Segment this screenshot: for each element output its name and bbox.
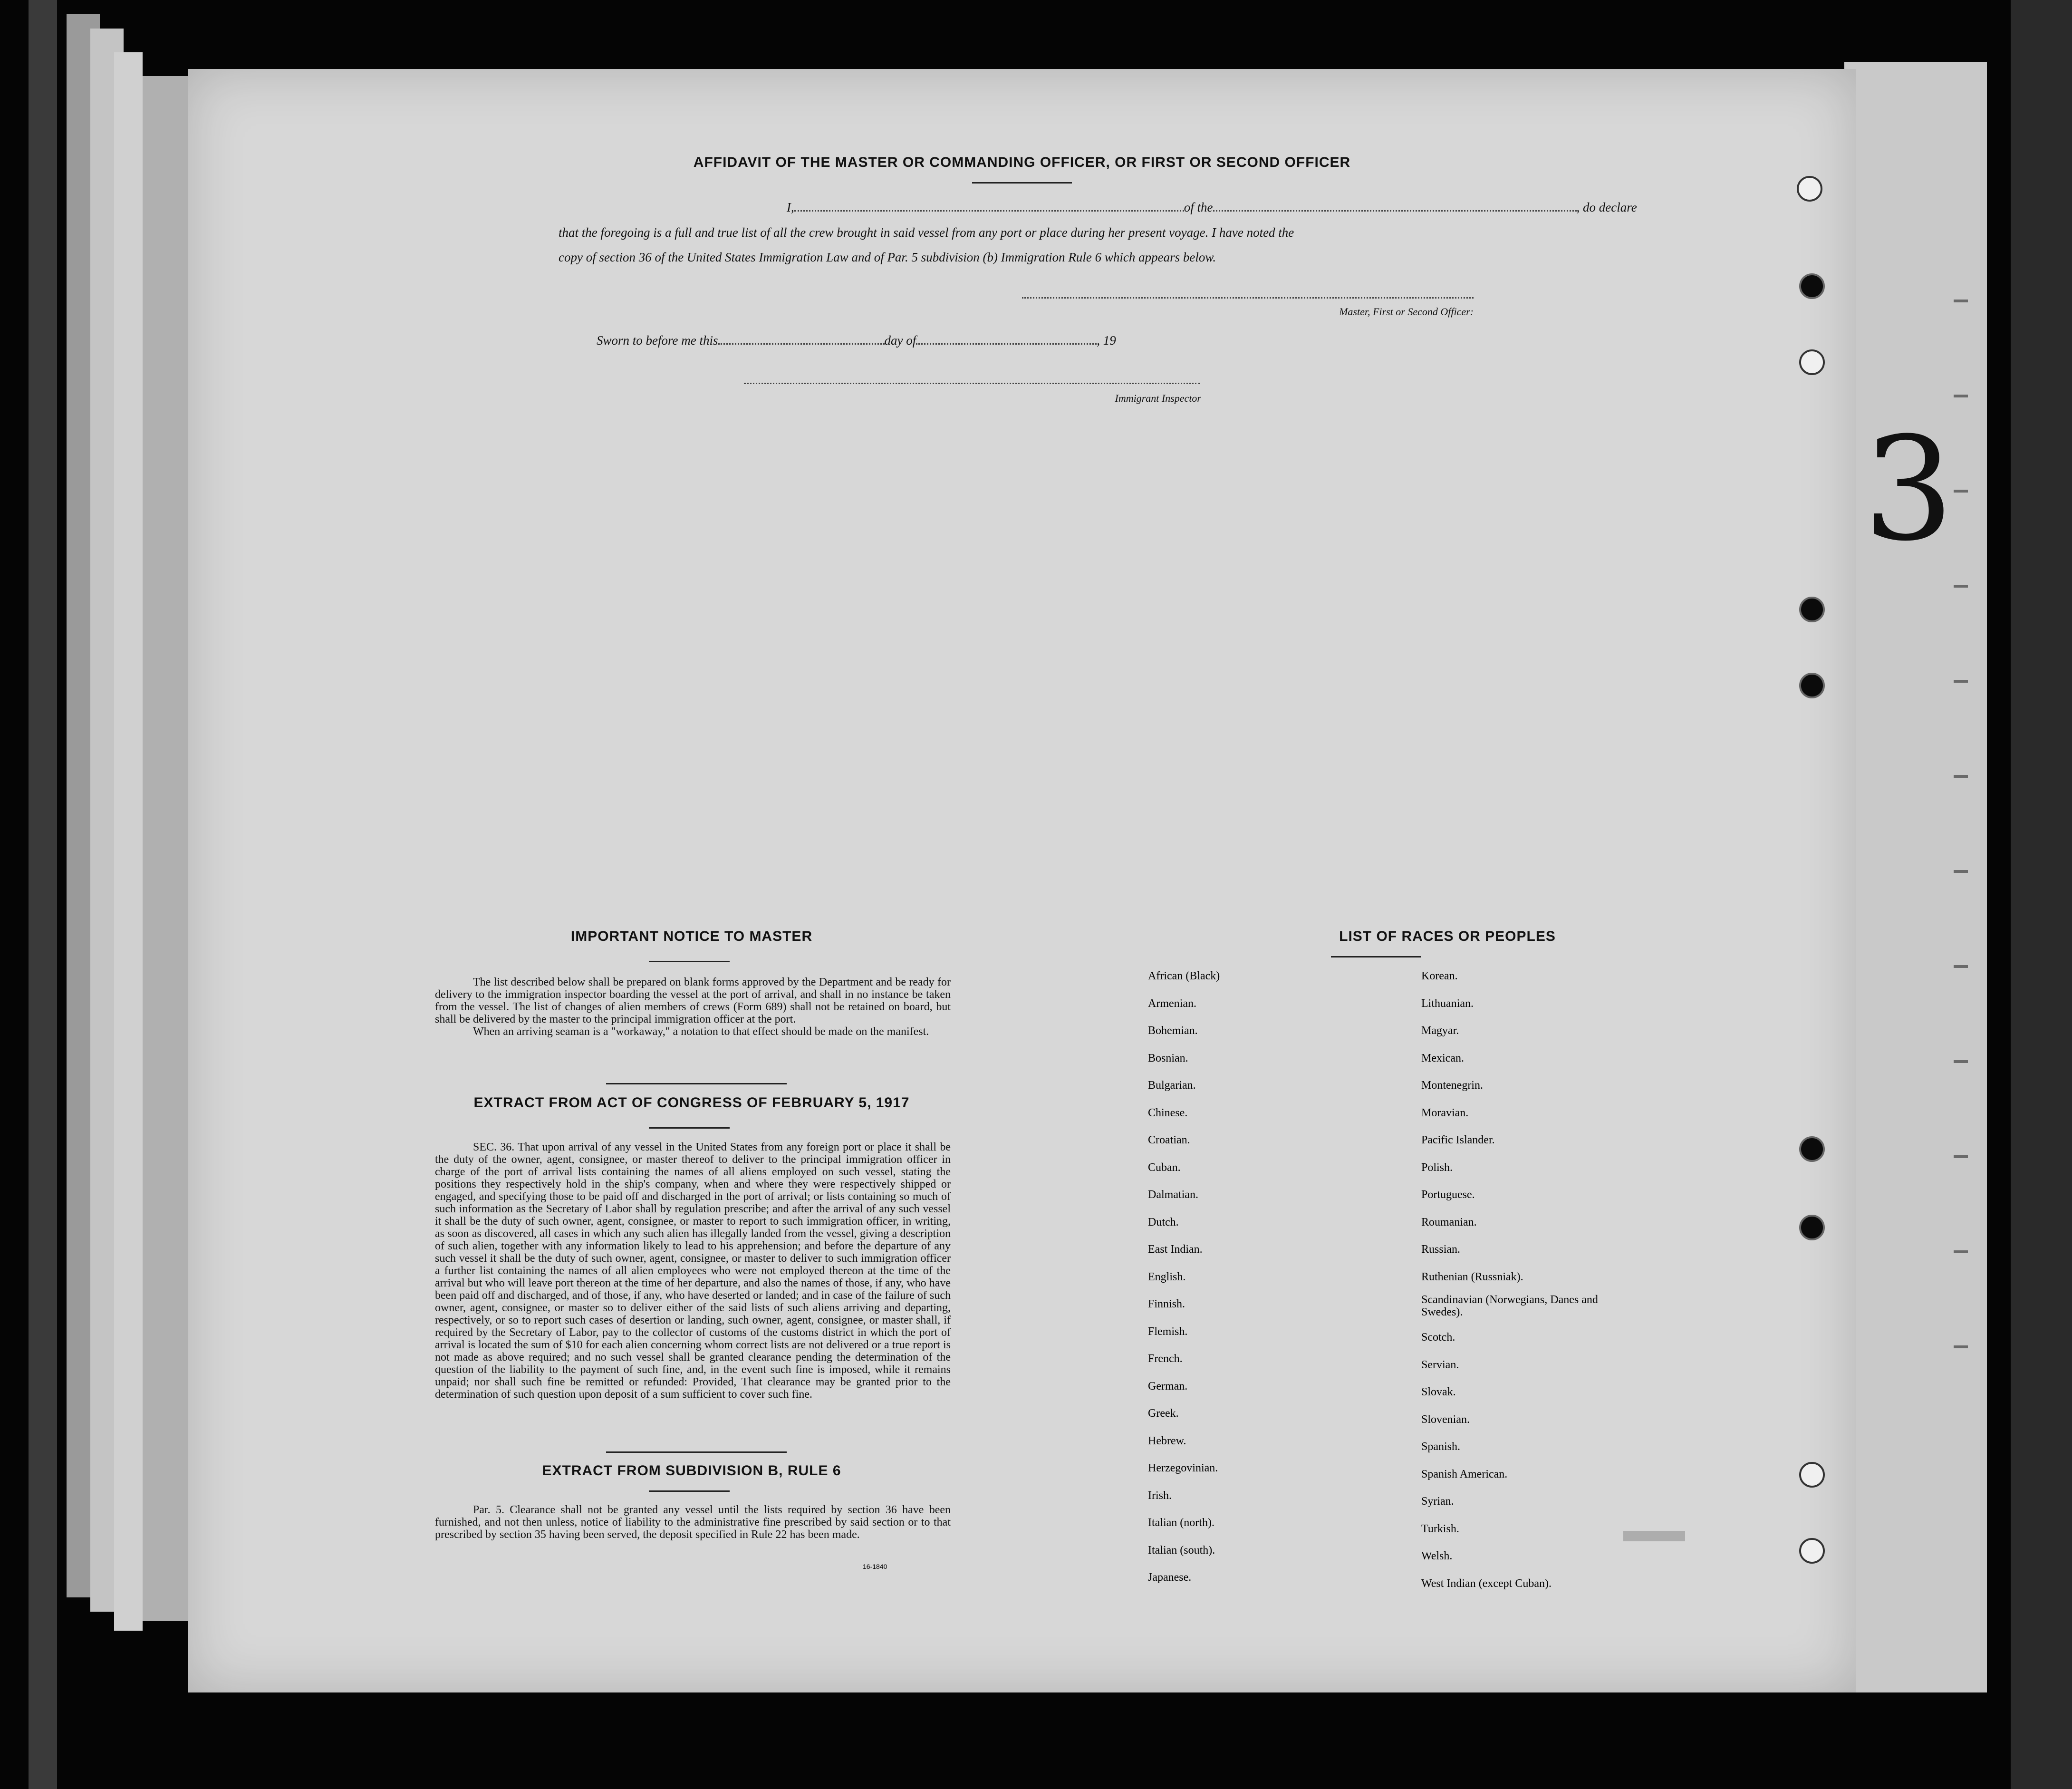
extract-rule-rule <box>649 1490 730 1492</box>
race-item: Spanish American. <box>1421 1468 1508 1480</box>
affidavit-of-the: of the <box>1184 200 1213 214</box>
punch-hole <box>1799 597 1825 622</box>
page-stack-edge <box>114 52 143 1631</box>
race-item: Japanese. <box>1148 1571 1192 1584</box>
race-item: West Indian (except Cuban). <box>1421 1577 1552 1590</box>
punch-hole <box>1797 176 1822 202</box>
races-left-column <box>1148 963 1220 1592</box>
notice-para-1: The list described below shall be prepared on blank forms approved by the Department and be ready for delivery to the immigration inspector boarding the vessel at the port of arrival, and shall in no instance be taken from the vessel. The list of changes of alien members of crews (Form 689) shall not be retained on board, but shall be delivered by the master to the principal immigration officer at the port. <box>435 976 951 1025</box>
affidavit-line-3: copy of section 36 of the United States Immigration Law and of Par. 5 subdivision (b) Immigration Rule 6 which appears below. <box>559 250 1216 264</box>
sworn-line <box>597 328 1262 353</box>
punch-hole <box>1799 1462 1825 1488</box>
race-item: Herzegovinian. <box>1148 1462 1218 1474</box>
race-item: Dalmatian. <box>1148 1189 1198 1201</box>
binder-spine-left <box>29 0 57 1789</box>
page-stack-edge <box>143 76 190 1621</box>
race-item: Italian (south). <box>1148 1544 1215 1557</box>
race-item: French. <box>1148 1353 1183 1365</box>
affidavit-declare: , do declare <box>1576 200 1637 214</box>
stamp-mark <box>1623 1531 1685 1541</box>
race-item: Spanish. <box>1421 1441 1461 1453</box>
race-item: Chinese. <box>1148 1106 1188 1119</box>
race-item: Dutch. <box>1148 1216 1179 1228</box>
underlying-page <box>1844 62 1987 1692</box>
race-item: Greek. <box>1148 1407 1179 1420</box>
extract-rule-title: EXTRACT FROM SUBDIVISION B, RULE 6 <box>542 1463 841 1479</box>
race-item: Bulgarian. <box>1148 1079 1196 1092</box>
extract-act-title: EXTRACT FROM ACT OF CONGRESS OF FEBRUARY 5, 1917 <box>473 1095 910 1111</box>
affidavit-line-1 <box>597 195 1666 220</box>
race-item: Lithuanian. <box>1421 997 1474 1010</box>
extract-act-rule <box>649 1127 730 1129</box>
punch-hole <box>1799 1538 1825 1564</box>
race-item: German. <box>1148 1380 1188 1393</box>
race-item: Roumanian. <box>1421 1216 1477 1228</box>
notice-text <box>435 976 951 1038</box>
race-item: Moravian. <box>1421 1106 1469 1119</box>
race-item: Scotch. <box>1421 1331 1455 1344</box>
sworn-day-blank[interactable] <box>718 329 885 345</box>
sworn-day-of: day of <box>884 333 916 348</box>
race-item: Bohemian. <box>1148 1025 1198 1037</box>
races-title: LIST OF RACES OR PEOPLES <box>1339 928 1556 944</box>
punch-hole <box>1799 349 1825 375</box>
race-item: East Indian. <box>1148 1243 1203 1256</box>
manifest-page <box>188 69 1856 1692</box>
vessel-blank[interactable] <box>1213 196 1577 212</box>
section-36-text: SEC. 36. That upon arrival of any vessel in the United States from any foreign port or place it shall be the duty of the owner, agent, consignee, or master thereof to deliver to the principal immigration officer in charge of the port of arrival lists containing the names of all aliens employed on such vessel, stating the positions they respectively hold in the ship's company, when and where they were respectively shipped or engaged, and specifying those to be paid off and discharged in the port of arrival; or lists containing so much of such information as the Secretary of Labor shall by regulation prescribe; and after the arrival of any such vessel it shall be the duty of such owner, agent, consignee, or master to report to such immigration officer, in writing, as soon as discovered, all cases in which any such alien has illegally landed from the vessel, giving a description of such alien, together with any information likely to lead to his apprehension; and before the departure of any such vessel it shall be the duty of such owner, agent, consignee, or master to deliver to such immigration officer a further list containing the names of all alien employees who were not employed thereon at the time of the arrival but who will leave port thereon at the time of her departure, and also the names of those, if any, who have been paid off and discharged, and of those, if any, who have deserted or landed; and in case of the failure of such owner, agent, consignee, or master so to deliver either of the said lists of such aliens arriving and departing, respectively, or so to report such cases of desertion or landing, such owner, agent, consignee, or master shall, if required by the Secretary of Labor, pay to the collector of customs of the customs district in which the port of arrival is located the sum of $10 for each alien concerning whom correct lists are not delivered or a true report is not made as above required; and no such vessel shall be granted clearance pending the determination of the question of the liability to the payment of such fine, and, in the event such fine is imposed, while it remains unpaid; nor shall such fine be remitted or refunded: Provided, That clearance may be granted prior to the determination of such question upon deposit of a sum sufficient to cover such fine. <box>435 1141 951 1401</box>
master-signature-line[interactable] <box>1022 297 1474 299</box>
notice-rule <box>649 961 730 962</box>
race-item: Italian (north). <box>1148 1517 1214 1529</box>
notice-para-2: When an arriving seaman is a "workaway," a notation to that effect should be made on the manifest. <box>473 1025 929 1038</box>
binder-spine-right <box>2011 0 2072 1789</box>
race-item: Magyar. <box>1421 1025 1459 1037</box>
sworn-year: , 19 <box>1097 333 1116 348</box>
affidavit-line-2: that the foregoing is a full and true list of all the crew brought in said vessel from any port or place during her present voyage. I have noted the <box>559 225 1294 240</box>
par-5-text: Par. 5. Clearance shall not be granted any vessel until the lists required by section 36 have been furnished, and not then unless, notice of liability to the administrative fine prescribed by said section or to that prescribed by section 35 having been served, the deposit specified in Rule 22 has been made. <box>435 1504 951 1541</box>
race-item: Slovak. <box>1421 1386 1456 1398</box>
races-rule <box>1331 956 1421 957</box>
race-item: Irish. <box>1148 1489 1172 1502</box>
race-item: Hebrew. <box>1148 1434 1186 1447</box>
race-item: Polish. <box>1421 1161 1453 1174</box>
race-item: English. <box>1148 1270 1186 1283</box>
punch-hole <box>1799 673 1825 698</box>
race-item: Mexican. <box>1421 1052 1464 1064</box>
race-item: Portuguese. <box>1421 1189 1475 1201</box>
affidavit-i: I, <box>787 200 794 214</box>
section-rule <box>606 1451 787 1453</box>
race-item: Welsh. <box>1421 1550 1453 1562</box>
affidavit-title: AFFIDAVIT OF THE MASTER OR COMMANDING OFFICER, OR FIRST OR SECOND OFFICER <box>693 155 1351 170</box>
punch-hole <box>1799 273 1825 299</box>
race-item: Pacific Islander. <box>1421 1134 1495 1146</box>
race-item: Scandinavian (Norwegians, Danes and Swedes). <box>1421 1294 1598 1318</box>
race-item: Finnish. <box>1148 1298 1185 1310</box>
race-item: Bosnian. <box>1148 1052 1188 1064</box>
extract-rule-text <box>435 1504 951 1541</box>
race-item: Syrian. <box>1421 1495 1454 1508</box>
race-item: Turkish. <box>1421 1522 1459 1535</box>
sworn-month-blank[interactable] <box>916 329 1097 345</box>
form-number: 16-1840 <box>863 1563 887 1570</box>
name-blank[interactable] <box>794 196 1184 212</box>
race-item: Montenegrin. <box>1421 1079 1483 1092</box>
race-item: Cuban. <box>1148 1161 1181 1174</box>
master-signature-label: Master, First or Second Officer: <box>1339 306 1474 318</box>
race-item: Korean. <box>1421 970 1458 982</box>
races-right-column <box>1421 963 1602 1597</box>
race-item: Flemish. <box>1148 1325 1188 1338</box>
handwritten-page-number: 3 <box>1863 406 1954 572</box>
sworn-text: Sworn to before me this <box>597 333 718 348</box>
race-item: African (Black) <box>1148 970 1220 982</box>
inspector-signature-line[interactable] <box>744 383 1200 384</box>
notice-title: IMPORTANT NOTICE TO MASTER <box>570 928 813 944</box>
title-rule <box>972 182 1072 184</box>
punch-hole <box>1799 1136 1825 1162</box>
race-item: Slovenian. <box>1421 1413 1470 1426</box>
race-item: Croatian. <box>1148 1134 1190 1146</box>
extract-act-text <box>435 1141 951 1401</box>
section-rule <box>606 1083 787 1084</box>
race-item: Servian. <box>1421 1358 1459 1371</box>
race-item: Armenian. <box>1148 997 1196 1010</box>
race-item: Russian. <box>1421 1243 1461 1256</box>
inspector-label: Immigrant Inspector <box>1115 392 1201 404</box>
punch-hole <box>1799 1215 1825 1240</box>
race-item: Ruthenian (Russniak). <box>1421 1270 1523 1283</box>
